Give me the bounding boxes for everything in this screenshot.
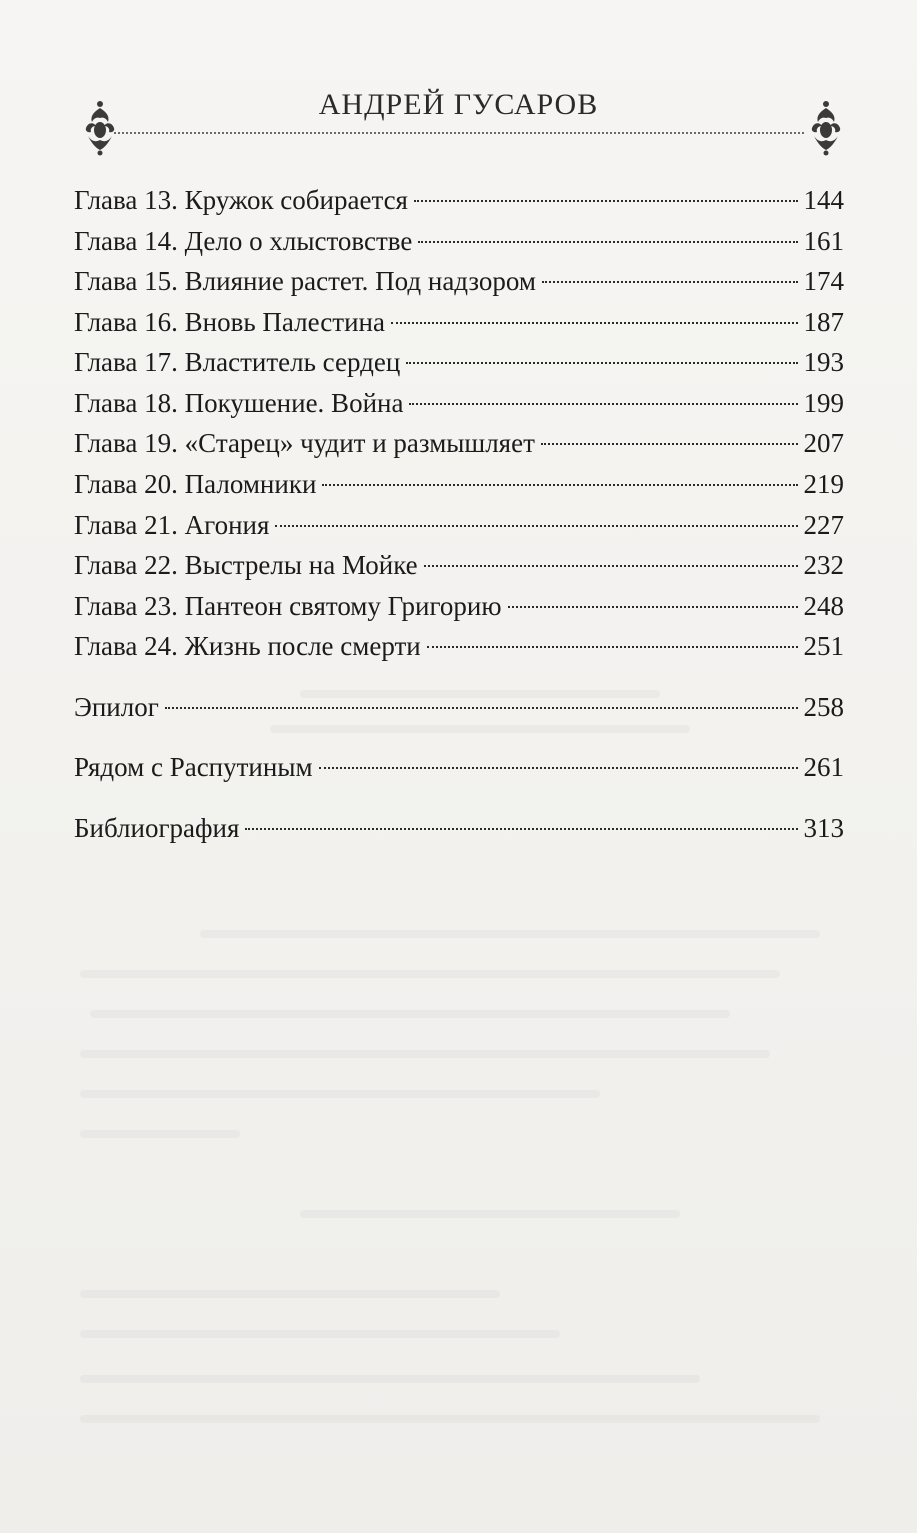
toc-entry-page: 219 [803, 469, 844, 499]
toc-entry [74, 264, 844, 298]
toc-entry [74, 467, 844, 501]
toc-entry-title: Эпилог [74, 692, 159, 722]
dot-leader [418, 241, 797, 243]
toc-entry-title: Глава 20. Паломники [74, 469, 317, 499]
toc-entry-title: Глава 18. Покушение. Война [74, 388, 404, 418]
toc-entry-page: 261 [803, 752, 844, 782]
toc-entry-title: Библиография [74, 813, 240, 843]
toc-entry-title: Глава 19. «Старец» чудит и размышляет [74, 428, 535, 458]
toc-entry [74, 386, 844, 420]
toc-entry-page: 187 [803, 307, 844, 337]
dot-leader [427, 646, 798, 648]
toc-entry-page: 161 [803, 226, 844, 256]
dot-leader [322, 484, 797, 486]
dot-leader [424, 565, 798, 567]
toc-entry [74, 589, 844, 623]
toc-entry-page: 251 [803, 631, 844, 661]
running-title: АНДРЕЙ ГУСАРОВ [318, 88, 599, 121]
toc-entry [74, 508, 844, 542]
bleed-through-mark [270, 725, 690, 733]
bleed-through-mark [80, 1375, 700, 1383]
toc-entry [74, 224, 844, 258]
bleed-through-mark [80, 970, 780, 978]
toc-entry [74, 305, 844, 339]
toc-entry [74, 183, 844, 217]
dot-leader [409, 403, 797, 405]
toc-entry [74, 345, 844, 379]
toc-entry-title: Глава 14. Дело о хлыстовстве [74, 226, 413, 256]
toc-entry-title: Рядом с Распутиным [74, 752, 313, 782]
dot-leader [542, 281, 798, 283]
toc-entry [74, 690, 844, 724]
bleed-through-mark [80, 1415, 820, 1423]
dot-leader [414, 200, 798, 202]
header-rule [114, 132, 804, 134]
bleed-through-mark [80, 1330, 560, 1338]
toc-entry [74, 750, 844, 784]
toc-entry [74, 426, 844, 460]
fleuron-ornament-icon [804, 98, 848, 156]
toc-entry-page: 227 [803, 510, 844, 540]
toc-entry-page: 144 [803, 185, 844, 215]
toc-entry-page: 313 [803, 813, 844, 843]
toc-entry-page: 248 [803, 591, 844, 621]
toc-entry-page: 258 [803, 692, 844, 722]
bleed-through-mark [200, 930, 820, 938]
dot-leader [165, 707, 798, 709]
toc-entry-title: Глава 13. Кружок собирается [74, 185, 408, 215]
toc-entry-page: 193 [803, 347, 844, 377]
toc-entry-title: Глава 24. Жизнь после смерти [74, 631, 421, 661]
dot-leader [275, 525, 797, 527]
toc-entry [74, 629, 844, 663]
dot-leader [245, 828, 797, 830]
toc-entry-page: 174 [803, 266, 844, 296]
toc-entry-title: Глава 17. Властитель сердец [74, 347, 401, 377]
bleed-through-mark [80, 1090, 600, 1098]
toc-entry-page: 232 [803, 550, 844, 580]
bleed-through-mark [80, 1130, 240, 1138]
dot-leader [406, 362, 797, 364]
toc-entry-title: Глава 22. Выстрелы на Мойке [74, 550, 418, 580]
toc-entry-title: Глава 15. Влияние растет. Под надзором [74, 266, 536, 296]
toc-entry-title: Глава 23. Пантеон святому Григорию [74, 591, 502, 621]
dot-leader [391, 322, 798, 324]
toc-entry [74, 811, 844, 845]
dot-leader [508, 606, 798, 608]
toc-entry-page: 207 [803, 428, 844, 458]
toc-entry-title: Глава 16. Вновь Палестина [74, 307, 385, 337]
bleed-through-mark [80, 1290, 500, 1298]
toc-entry-page: 199 [803, 388, 844, 418]
dot-leader [319, 767, 798, 769]
dot-leader [541, 443, 798, 445]
bleed-through-mark [80, 1050, 770, 1058]
toc-entry [74, 548, 844, 582]
toc-entry-title: Глава 21. Агония [74, 510, 270, 540]
bleed-through-mark [300, 1210, 680, 1218]
bleed-through-mark [90, 1010, 730, 1018]
